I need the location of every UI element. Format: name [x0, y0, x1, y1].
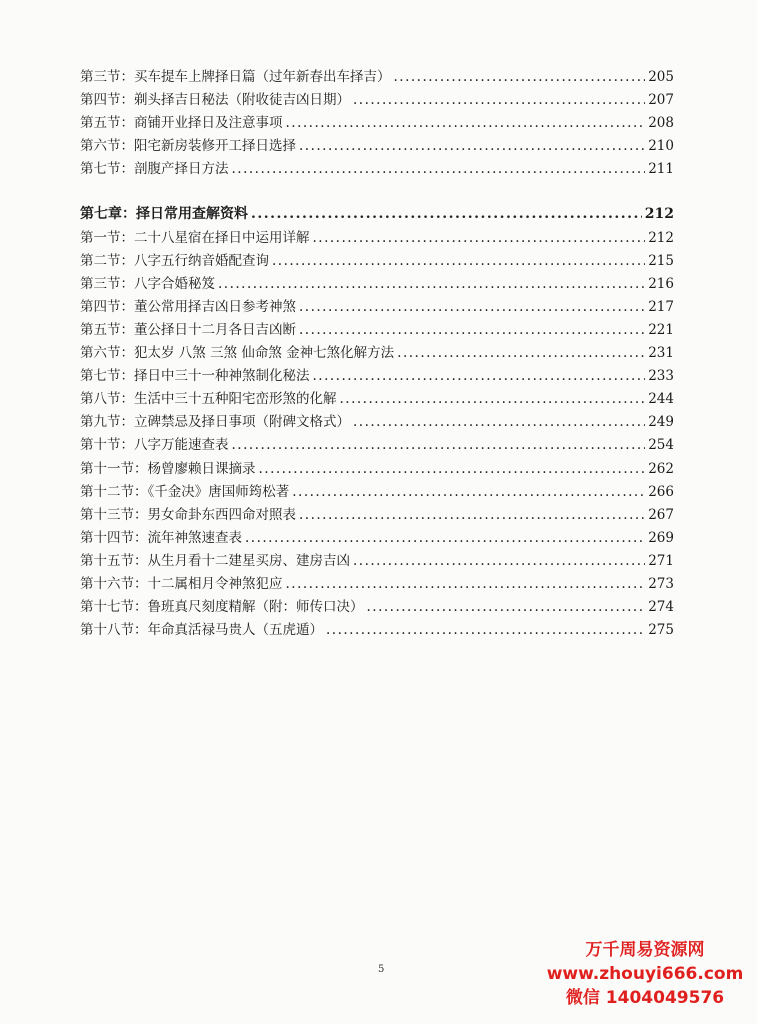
toc-entry-page-number: 271 [648, 552, 674, 569]
leader-dots [353, 550, 645, 573]
toc-entry-label: 第十六节：十二属相月令神煞犯应 [80, 575, 283, 592]
toc-entry[interactable] [80, 112, 674, 135]
watermark [545, 938, 745, 1010]
toc-entry[interactable] [80, 158, 674, 181]
leader-dots [232, 434, 646, 457]
toc-entry-label: 第十八节：年命真活禄马贵人（五虎遁） [80, 622, 323, 639]
toc-entry-page-number: 211 [648, 161, 674, 178]
toc-entry-label: 第五节：商铺开业择日及注意事项 [80, 115, 283, 132]
toc-chapter-heading[interactable] [80, 203, 674, 226]
leader-dots [353, 89, 645, 112]
toc-entry-label: 第十五节：从生月看十二建星买房、建房吉凶 [80, 552, 350, 569]
toc-entry-label: 第一节：二十八星宿在择日中运用详解 [80, 229, 310, 246]
toc-entry-page-number: 221 [648, 321, 674, 338]
toc-entry-page-number: 269 [648, 529, 674, 546]
toc-entry-page-number: 215 [648, 252, 674, 269]
toc-entry-page-number: 266 [648, 483, 674, 500]
leader-dots [292, 481, 645, 504]
page-number: 5 [378, 964, 385, 975]
toc-entry-page-number: 267 [648, 506, 674, 523]
toc-entry[interactable] [80, 434, 674, 457]
leader-dots [259, 458, 646, 481]
toc-entry[interactable] [80, 296, 674, 319]
toc-entry[interactable] [80, 319, 674, 342]
toc-entry[interactable] [80, 619, 674, 642]
leader-dots [299, 296, 645, 319]
watermark-wechat: 微信 1404049576 [565, 988, 725, 1008]
toc-entry[interactable] [80, 573, 674, 596]
leader-dots [367, 596, 646, 619]
leader-dots [313, 365, 646, 388]
toc-entry-page-number: 249 [648, 414, 674, 431]
leader-dots [232, 158, 646, 181]
toc-entry[interactable] [80, 227, 674, 250]
toc-entry-label: 第七节：剖腹产择日方法 [80, 161, 229, 178]
toc-entry[interactable] [80, 550, 674, 573]
toc-entry-label: 第六节：阳宅新房装修开工择日选择 [80, 138, 296, 155]
toc-entry-page-number: 205 [648, 69, 674, 85]
toc-entry[interactable] [80, 89, 674, 112]
leader-dots [299, 319, 645, 342]
leader-dots [299, 135, 645, 158]
leader-dots [394, 66, 646, 89]
toc-entry[interactable] [80, 388, 674, 411]
leader-dots [397, 342, 645, 365]
leader-dots [326, 619, 645, 642]
toc-entry-page-number: 244 [648, 391, 674, 408]
toc-entry-label: 第九节：立碑禁忌及择日事项（附碑文格式） [80, 414, 350, 431]
toc-entry-label: 第十七节：鲁班真尺刻度精解（附：师传口决） [80, 599, 364, 616]
leader-dots [218, 273, 645, 296]
toc-group-chapter-7 [80, 227, 674, 643]
toc-gap [80, 181, 674, 203]
toc-entry[interactable] [80, 481, 674, 504]
toc-entry-page-number: 262 [648, 460, 674, 477]
leader-dots [272, 250, 645, 273]
leader-dots [245, 527, 645, 550]
toc-entry-page-number: 231 [648, 345, 674, 362]
toc-entry-page-number: 274 [648, 599, 674, 616]
leader-dots [340, 388, 646, 411]
toc-group-chapter-6 [80, 66, 674, 181]
leader-dots [299, 504, 645, 527]
toc-entry-page-number: 216 [648, 275, 674, 292]
leader-dots [251, 203, 642, 226]
leader-dots [286, 573, 646, 596]
toc-entry-page-number: 212 [648, 229, 674, 246]
chapter-label: 第七章：择日常用查解资料 [80, 206, 248, 223]
leader-dots [313, 227, 646, 250]
chapter-page-number: 212 [644, 206, 674, 223]
toc-entry[interactable] [80, 365, 674, 388]
toc-entry[interactable] [80, 504, 674, 527]
watermark-site-name: 万千周易资源网 [585, 940, 705, 960]
toc-entry-label: 第六节：犯太岁 八煞 三煞 仙命煞 金神七煞化解方法 [80, 345, 395, 362]
toc-entry[interactable] [80, 411, 674, 434]
table-of-contents [80, 66, 674, 642]
toc-entry-page-number: 210 [648, 138, 674, 155]
toc-entry[interactable] [80, 273, 674, 296]
toc-entry-label: 第七节：择日中三十一种神煞制化秘法 [80, 368, 310, 385]
toc-entry-page-number: 273 [648, 575, 674, 592]
leader-dots [286, 112, 646, 135]
toc-entry-label: 第四节：董公常用择吉凶日参考神煞 [80, 298, 296, 315]
toc-entry[interactable] [80, 342, 674, 365]
toc-entry-label: 第十二节：《千金决》唐国师筠松著 [80, 483, 290, 500]
toc-entry-page-number: 207 [648, 92, 674, 109]
toc-entry-label: 第四节：剃头择吉日秘法（附收徒吉凶日期） [80, 92, 350, 109]
toc-entry-label: 第八节：生活中三十五种阳宅峦形煞的化解 [80, 391, 337, 408]
toc-entry-label: 第三节：买车提车上牌择日篇（过年新春出车择吉） [80, 69, 391, 85]
toc-entry-label: 第五节：董公择日十二月各日吉凶断 [80, 321, 296, 338]
toc-entry-label: 第十三节：男女命卦东西四命对照表 [80, 506, 296, 523]
toc-entry-label: 第十一节：杨曾廖赖日课摘录 [80, 460, 256, 477]
toc-entry-page-number: 208 [648, 115, 674, 132]
toc-entry[interactable] [80, 66, 674, 89]
toc-entry[interactable] [80, 250, 674, 273]
toc-entry-page-number: 275 [648, 622, 674, 639]
toc-entry-page-number: 254 [648, 437, 674, 454]
toc-entry[interactable] [80, 596, 674, 619]
toc-entry-page-number: 217 [648, 298, 674, 315]
toc-entry[interactable] [80, 527, 674, 550]
toc-entry[interactable] [80, 458, 674, 481]
toc-entry-page-number: 233 [648, 368, 674, 385]
toc-entry-label: 第十四节：流年神煞速查表 [80, 529, 242, 546]
toc-entry-label: 第十节：八字万能速查表 [80, 437, 229, 454]
toc-entry[interactable] [80, 135, 674, 158]
leader-dots [353, 411, 645, 434]
toc-entry-label: 第二节：八字五行纳音婚配查询 [80, 252, 269, 269]
watermark-url: www.zhouyi666.com [546, 964, 744, 984]
toc-entry-label: 第三节：八字合婚秘笈 [80, 275, 215, 292]
